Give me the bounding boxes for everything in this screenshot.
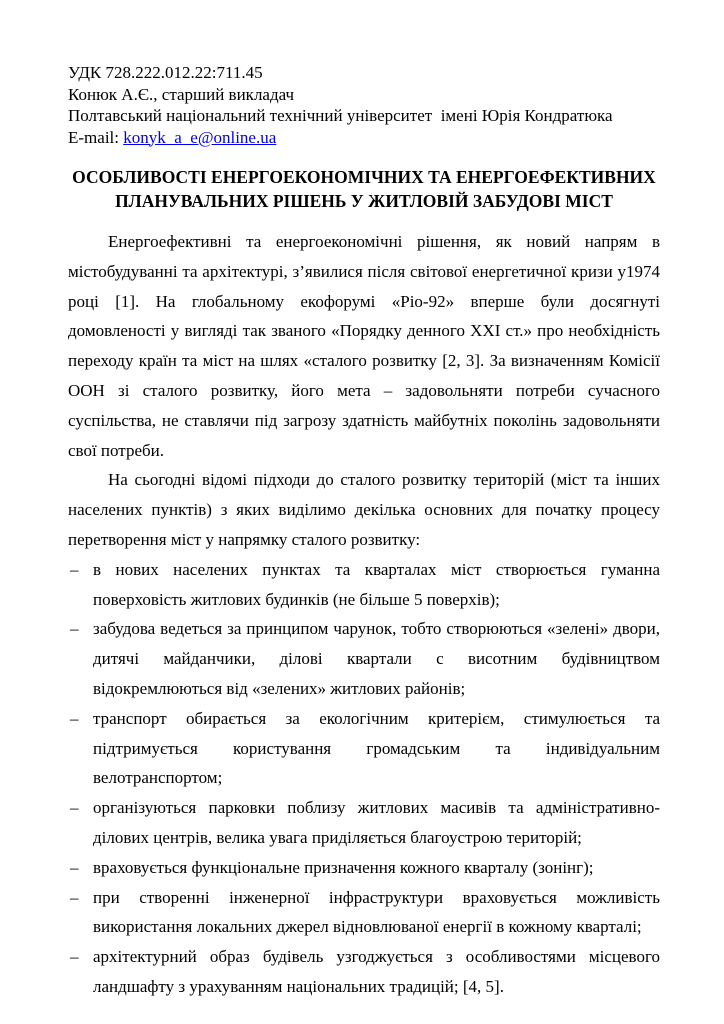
list-item (68, 614, 660, 703)
udk-line: УДК 728.222.012.22:711.45 (68, 63, 263, 82)
list-item (68, 555, 660, 615)
list-item (68, 793, 660, 853)
list-item (68, 704, 660, 793)
dash-bullet: – (70, 798, 79, 818)
email-label: E-mail: (68, 127, 124, 147)
list-item-text: при створенні інженерної інфраструктури враховується можливість використання локальних джерел відновлюваної енергії в кожному кварталі; (93, 887, 660, 937)
list-item (68, 853, 660, 883)
dash-bullet: – (70, 947, 79, 967)
document-body (68, 227, 660, 1002)
list-item-text: організуються парковки поблизу житлових масивів та адміністративно-ділових центрів, велика увага приділяється благоустрою територій; (93, 798, 660, 847)
paper-title: ОСОБЛИВОСТІ ЕНЕРГОЕКОНОМІЧНИХ ТА ЕНЕРГОЕФЕКТИВНИХ ПЛАНУВАЛЬНИХ РІШЕНЬ У ЖИТЛОВІЙ ЗАБУДОВІ МІСТ (72, 167, 656, 211)
document-header (68, 62, 660, 148)
list-item (68, 942, 660, 1002)
list-item-text: транспорт обирається за екологічним критерієм, стимулюється та підтримується користування громадським та індивідуальним велотранспортом; (93, 708, 660, 788)
approaches-list (68, 555, 660, 1002)
author-line: Конюк А.Є., старший викладач (68, 84, 295, 104)
paragraph-intro: Енергоефективні та енергоекономічні рішення, як новий напрям в містобудуванні та архітектурі, з’явилися після світової енергетичної кризи у1974 році [1]. На глобальному екофорумі «Ріо-92» вперше були досягнуті домовленості у вигляді так званого «Порядку денного ХХІ ст.» про необхідність переходу країн та міст на шлях «сталого розвитку [2, 3]. За визначенням Комісії ООН зі сталого розвитку, його мета – задовольняти потреби сучасного суспільства, не ставлячи під загрозу здатність майбутніх поколінь задовольняти свої потреби. (68, 232, 660, 460)
list-item-text: забудова ведеться за принципом чарунок, тобто створюються «зелені» двори, дитячі майданчики, ділові квартали с висотним будівництвом відокремлюються від «зелених» житлових районів; (93, 619, 660, 698)
email-link[interactable]: konyk_a_e@online.ua (123, 127, 277, 147)
list-item (68, 883, 660, 943)
dash-bullet: – (70, 559, 79, 579)
list-item-text: враховується функціональне призначення кожного кварталу (зонінг); (93, 857, 594, 877)
list-item-text: архітектурний образ будівель узгоджується з особливостями місцевого ландшафту з урахуванням національних традицій; [4, 5]. (93, 947, 660, 996)
university-line: Полтавський національний технічний університет імені Юрія Кондратюка (68, 106, 613, 125)
list-item-text: в нових населених пунктах та кварталах міст створюється гуманна поверховість житлових будинків (не більше 5 поверхів); (93, 559, 660, 609)
dash-bullet: – (70, 887, 79, 907)
dash-bullet: – (70, 857, 79, 877)
paragraph-approaches: На сьогодні відомі підходи до сталого розвитку територій (міст та інших населених пунктів) з яких виділимо декілька основних для початку процесу перетворення міст у напрямку сталого розвитку: (68, 470, 660, 549)
dash-bullet: – (70, 619, 79, 639)
dash-bullet: – (70, 708, 79, 728)
email-line (68, 127, 660, 149)
